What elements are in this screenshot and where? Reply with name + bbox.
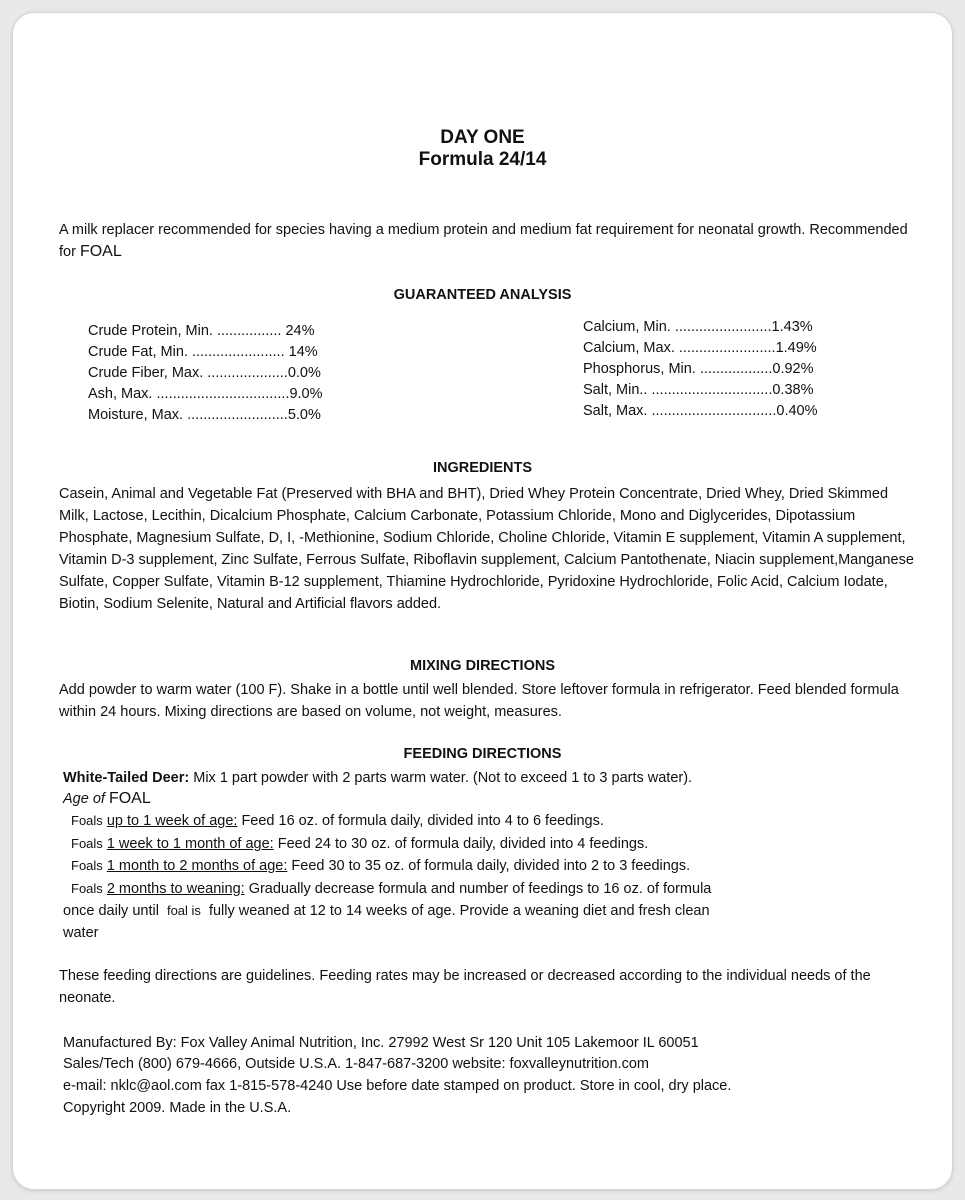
cont-end: fully weaned at 12 to 14 weeks of age. Provide a weaning diet and fresh clean [208,903,710,919]
analysis-row [88,321,314,341]
analysis-label: Salt, Max. ............................... [583,403,777,419]
feeding-row [71,879,711,899]
cont-start: once daily until [63,903,159,919]
feeding-row-prefix: Foals [71,813,103,828]
feeding-row-age: up to 1 week of age: [106,813,238,829]
analysis-value: 1.49% [775,340,817,356]
intro-paragraph [59,219,919,263]
feeding-row-text: Feed 24 to 30 oz. of formula daily, divided into 4 feedings. [273,836,649,852]
analysis-label: Salt, Min.. .............................. [583,382,773,398]
analysis-value: 1.43% [771,319,813,335]
analysis-label: Ash, Max. ................................. [88,386,290,402]
analysis-row [88,342,318,362]
analysis-label: Crude Protein, Min. ................ [88,323,282,339]
feeding-continuation [63,901,710,921]
feeding-row-text: Feed 16 oz. of formula daily, divided into 4 to 6 feedings. [237,813,604,829]
analysis-row [583,380,813,400]
feeding-last-line: water [63,925,99,941]
deer-line [63,768,692,788]
feeding-row [71,856,690,876]
analysis-value: 0.40% [776,403,818,419]
analysis-row [583,338,817,358]
intro-text: A milk replacer recommended for species having a medium protein and medium fat requirement for neonatal growth. Recommended for [59,222,908,260]
feeding-row-age: 1 month to 2 months of age: [106,858,288,874]
feeding-row-prefix: Foals [71,881,103,896]
feeding-row-text: Feed 30 to 35 oz. of formula daily, divided into 2 to 3 feedings. [287,858,691,874]
deer-text: Mix 1 part powder with 2 parts warm water. (Not to exceed 1 to 3 parts water). [189,770,693,786]
analysis-value: 0.38% [772,382,814,398]
age-of-label: Age of [63,791,105,807]
age-of-line [63,789,151,809]
analysis-label: Moisture, Max. ......................... [88,407,288,423]
ingredients-heading: INGREDIENTS [432,460,533,476]
ingredients-text: Casein, Animal and Vegetable Fat (Preserved with BHA and BHT), Dried Whey Protein Concentrate, Dried Whey, Dried Skimmed Milk, Lactose, Lecithin, Dicalcium Phosphate, Calcium Carbonate, Potassium Chloride, Mono and Diglycerides, Dipotassium Phosphate, Magnesium Sulfate, D, I, -Methionine, Sodium Chloride, Choline Chloride, Vitamin E supplement, Vitamin A supplement, Vitamin D-3 supplement, Zinc Sulfate, Ferrous Sulfate, Riboflavin supplement, Calcium Pantothenate, Niacin supplement,Manganese Sulfate, Copper Sulfate, Vitamin B-12 supplement, Thiamine Hydrochloride, Pyridoxine Hydrochloride, Folic Acid, Calcium Iodate, Biotin, Sodium Selenite, Natural and Artificial flavors added. [59,486,914,612]
analysis-row [88,405,321,425]
formula-title: Formula 24/14 [418,149,547,170]
footer-line: Copyright 2009. Made in the U.S.A. [63,1100,292,1116]
label-content [13,13,952,1189]
analysis-label: Calcium, Min. ........................ [583,319,772,335]
analysis-row [583,401,818,421]
feeding-row-prefix: Foals [71,836,103,851]
mixing-heading: MIXING DIRECTIONS [409,658,555,674]
feeding-row [71,834,648,854]
analysis-row [583,359,814,379]
feeding-row [71,811,604,831]
deer-label: White-Tailed Deer: [63,770,190,786]
feeding-row-text: Gradually decrease formula and number of feedings to 16 oz. of formula [244,881,712,897]
mixing-text: Add powder to warm water (100 F). Shake in a bottle until well blended. Store leftover formula in refrigerator. Feed blended formula within 24 hours. Mixing directions are based on volume, not weight, measures. [59,682,899,720]
analysis-value: 9.0% [289,386,323,402]
analysis-row [88,384,323,404]
brand-title: DAY ONE [440,127,525,148]
analysis-value: 24% [285,323,315,339]
analysis-value: 5.0% [287,407,321,423]
analysis-heading: GUARANTEED ANALYSIS [393,287,572,303]
analysis-label: Calcium, Max. ........................ [583,340,776,356]
footer-line: Manufactured By: Fox Valley Animal Nutrition, Inc. 27992 West Sr 120 Unit 105 Lakemoor IL 60051 [63,1035,699,1051]
intro-species: FOAL [79,243,122,260]
label-page [12,12,953,1190]
footer-line: Sales/Tech (800) 679-4666, Outside U.S.A. 1-847-687-3200 website: foxvalleynutrition.com [63,1056,649,1072]
feeding-row-prefix: Foals [71,858,103,873]
feeding-heading: FEEDING DIRECTIONS [403,746,562,762]
analysis-label: Crude Fat, Min. ....................... [88,344,285,360]
footer-line: e-mail: nklc@aol.com fax 1-815-578-4240 Use before date stamped on product. Store in cool, dry place. [63,1078,732,1094]
analysis-row [88,363,321,383]
feeding-row-age: 2 months to weaning: [106,881,245,897]
analysis-label: Crude Fiber, Max. .................... [88,365,288,381]
guidelines-text: These feeding directions are guidelines. Feeding rates may be increased or decreased according to the individual needs of the neonate. [59,968,871,1006]
analysis-row [583,317,813,337]
analysis-value: 14% [288,344,318,360]
analysis-label: Phosphorus, Min. .................. [583,361,773,377]
analysis-value: 0.92% [772,361,814,377]
age-species: FOAL [108,790,151,807]
cont-foal: foal is [166,903,201,918]
analysis-value: 0.0% [287,365,321,381]
feeding-row-age: 1 week to 1 month of age: [106,836,274,852]
